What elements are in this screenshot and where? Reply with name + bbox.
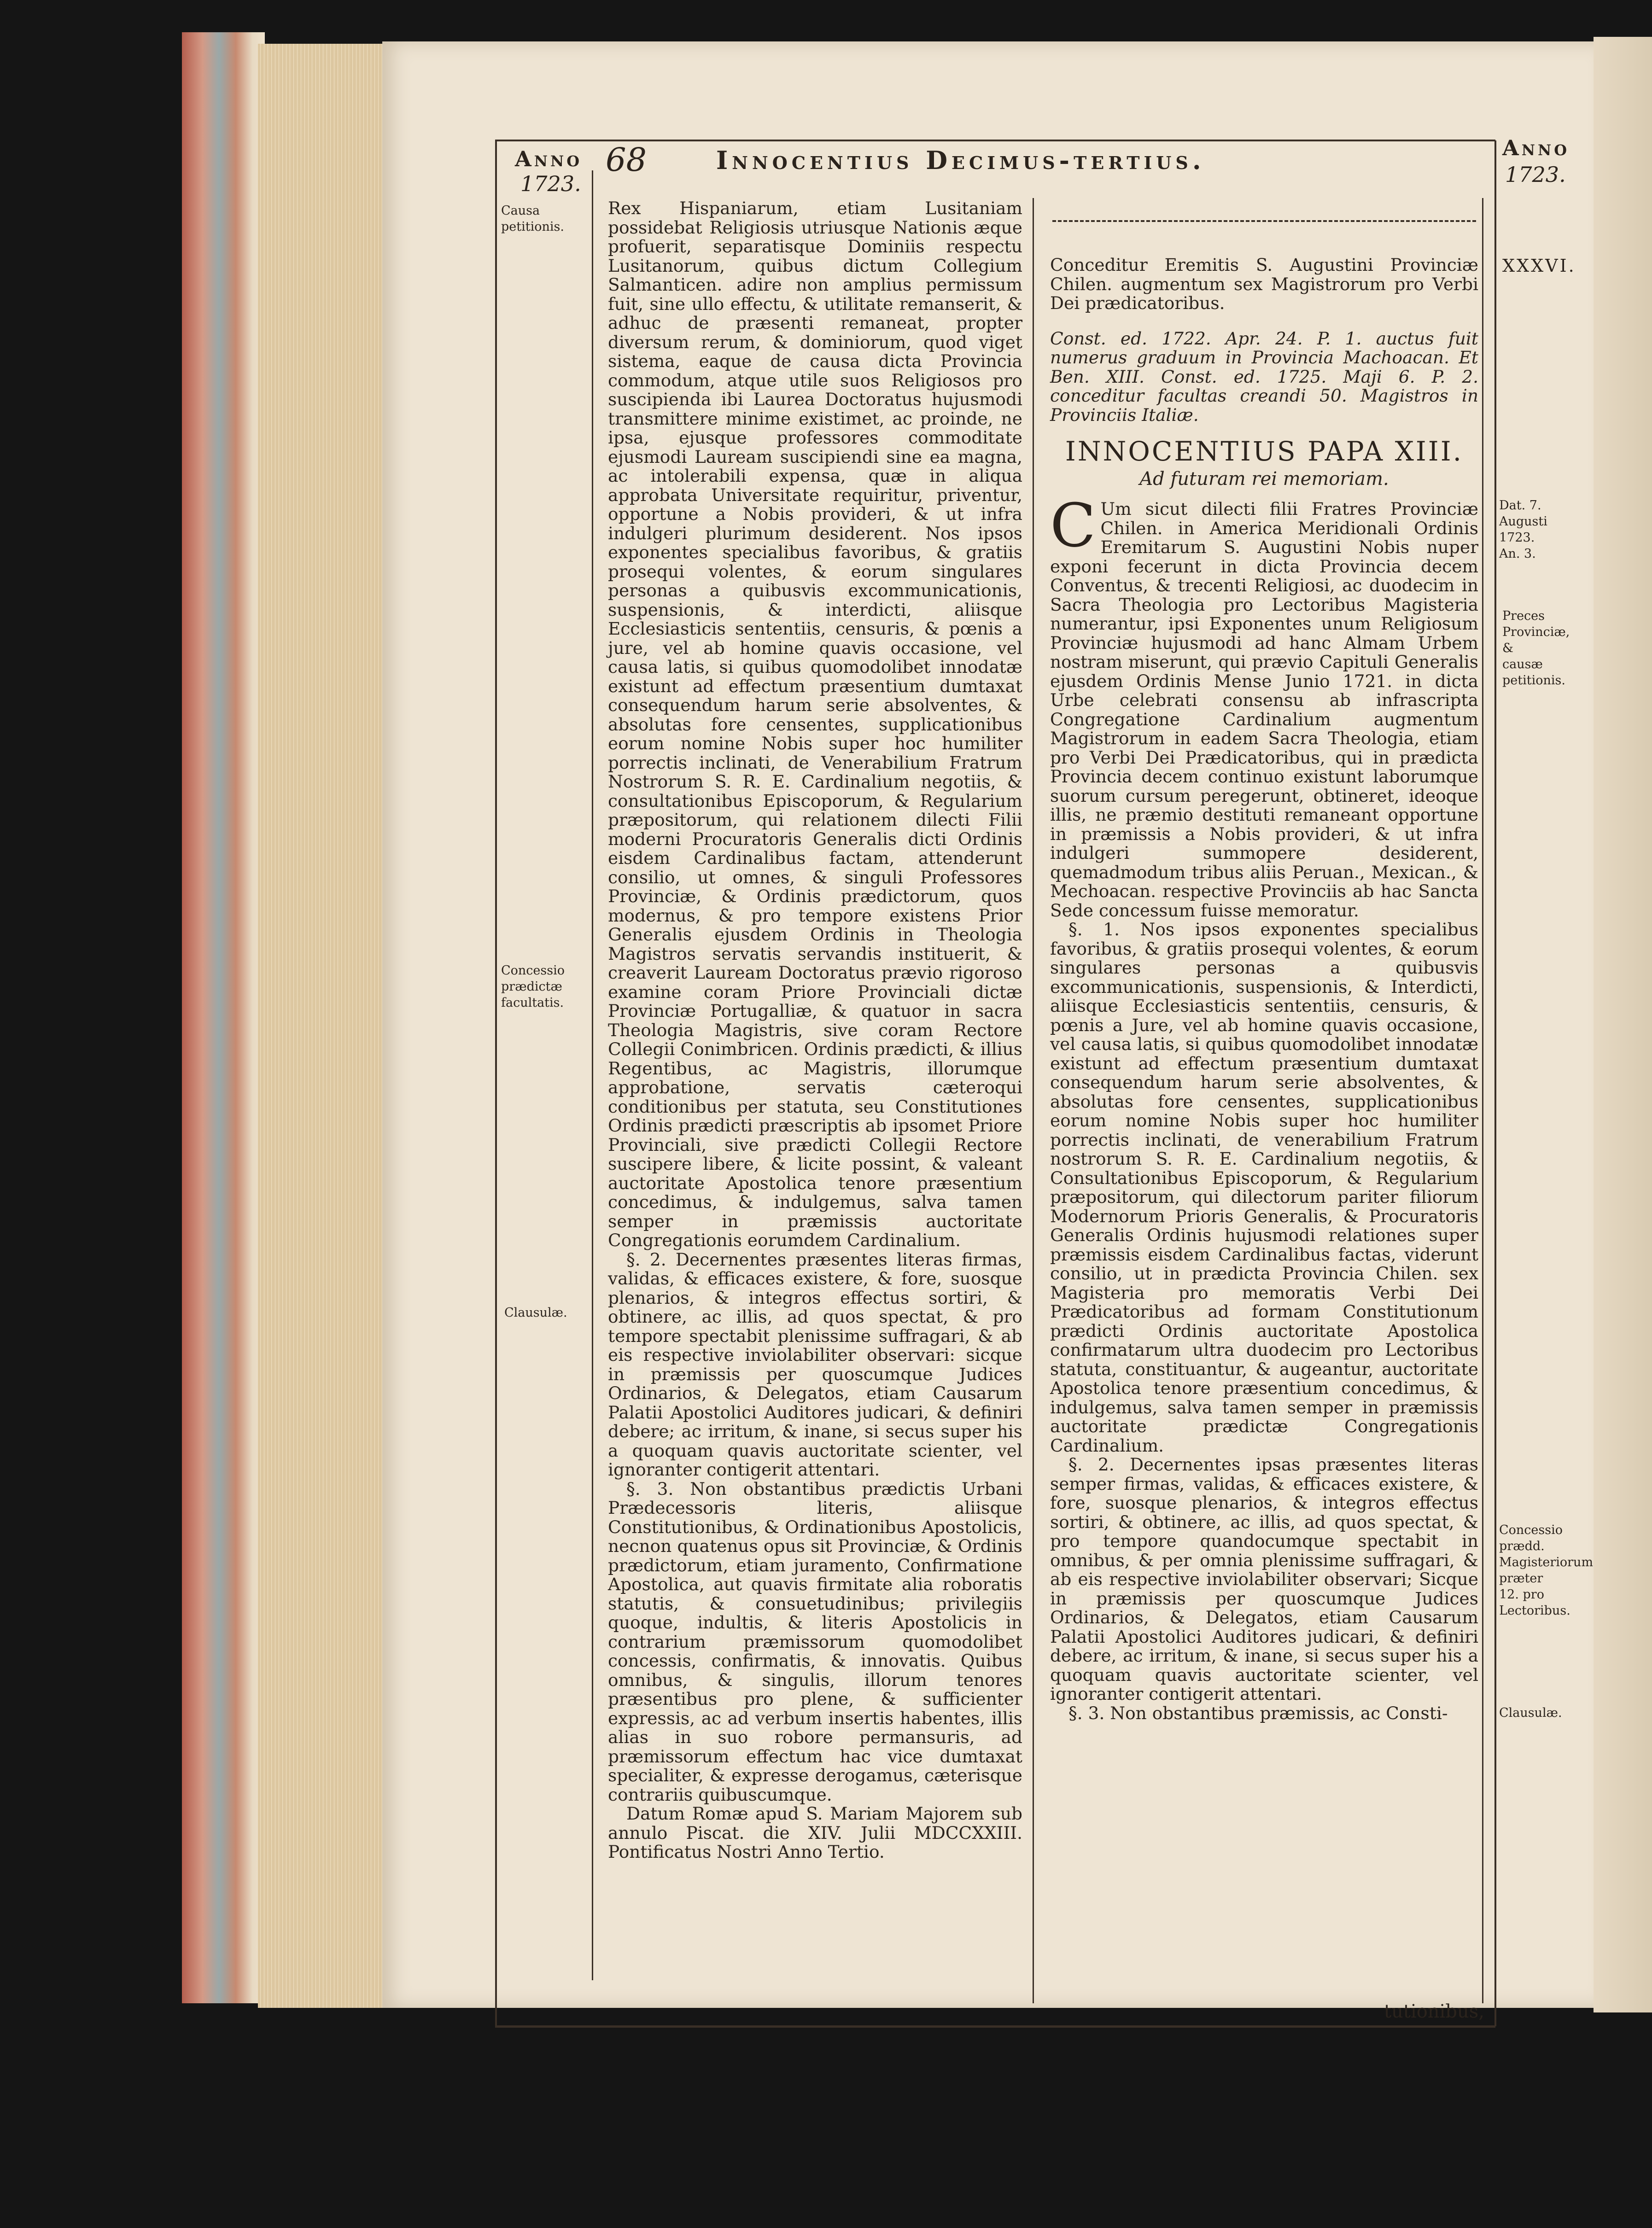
- left-paragraph-datum: Datum Romæ apud S. Mariam Majorem sub annulo Piscat. die XIV. Julii MDCCXXIII. Pontificatus Nostri Anno Tertio.: [608, 1803, 1022, 1862]
- margin-note-causa-petitionis: Causa petitionis.: [501, 204, 564, 234]
- right-paragraph-2: §. 1. Nos ipsos exponentes specialibus favoribus, & gratiis prosequi volentes, & eorum singulares personas a quibusvis excommunicationis, suspensionis, & Interdicti, aliisque Ecclesiasticis sententiis, censuris, & pœnis a Jure, vel ab homine quavis occasione, vel causa latis, si quibus quomodolibet innodatæ existunt ad effectum præsentium dumtaxat consequendum harum serie absolventes, & absolutas fore censentes, supplicationibus eorum nomine Nobis super hoc humiliter porrectis inclinati, de venerabilium Fratrum nostrorum S. R. E. Cardinalium negotiis, & Consultationibus Episcoporum, & Regularium præpositorum, qui dilectorum pariter filiorum Modernorum Prioris Generalis, & Procuratoris Generalis Ordinis hujusmodi relationes super præmissis eisdem Cardinalibus factas, viderunt consilio, ut in prædicta Provincia Chilen. sex Magisteria pro memoratis Verbi Dei Prædicatoribus ad formam Constitutionum prædicti Ordinis auctoritate Apostolica confirmatarum ultra duodecim pro Lectoribus statuta, constituantur, & augeantur, auctoritate Apostolica tenore præsentium concedimus, & indulgemus, salva tamen semper in præmissis auctoritate prædictæ Congregationis Cardinalium.: [1050, 919, 1478, 1456]
- bull-subtitle: Ad futuram rei memoriam.: [1139, 468, 1389, 490]
- left-text-column: [608, 199, 1022, 1862]
- next-page-edge: [1594, 37, 1652, 2012]
- right-paragraph-4: §. 3. Non obstantibus præmissis, ac Consti-: [1068, 1703, 1448, 1723]
- frame-bottom-rule: [495, 2025, 1495, 2028]
- summary-dashed-rule: [1052, 220, 1476, 222]
- margin-note-clausulae-right: Clausulæ.: [1499, 1706, 1562, 1720]
- right-margin-rule: [1482, 198, 1483, 2003]
- page-number: 68: [606, 141, 647, 179]
- catchword: tutionibus,: [1384, 2001, 1484, 2022]
- book-cover-edge: [182, 32, 265, 2003]
- header-right-year: 1723.: [1505, 162, 1566, 187]
- margin-note-number: XXXVI.: [1502, 256, 1576, 276]
- right-paragraph-3: §. 2. Decernentes ipsas præsentes literas semper firmas, validas, & efficaces existere, & fore, suosque plenarios, & integros effectus sortiri, & obtinere, ac illis, ad quos spectat, & pro tempore quandocumque spectabit in omnibus, & per omnia plenissime suffragari, & ab eis respective inviolabiliter observari; Sicque in præmissis per quoscumque Judices Ordinarios, & Delegatos, etiam Causarum Palatii Apostolici Auditores judicari, & definiri debere, ac irritum, & inane, si secus super his a quoquam quavis auctoritate scienter, vel ignoranter contigerit attentari.: [1050, 1454, 1478, 1704]
- margin-note-concessio: Concessio prædictæ facultatis.: [501, 963, 565, 1010]
- margin-note-concessio-magisteriorum: Concessio prædd. Magisteriorum præter 12. pro Lectoribus.: [1499, 1523, 1594, 1618]
- constitution-reference: Const. ed. 1722. Apr. 24. P. 1. auctus fuit numerus graduum in Provincia Machoacan. Et Ben. XIII. Const. ed. 1725. Maji 6. P. 2. conceditur facultas creandi 50. Magistros in Provinciis Italiæ.: [1050, 328, 1478, 425]
- left-margin-rule: [592, 170, 593, 1980]
- right-text-column: [1050, 256, 1478, 1723]
- margin-note-clausulae: Clausulæ.: [504, 1306, 567, 1320]
- right-paragraph-1: [1050, 490, 1478, 921]
- margin-note-preces: Preces Provinciæ, & causæ petitionis.: [1502, 609, 1570, 688]
- frame-right-rule: [1494, 140, 1496, 2026]
- left-paragraph-3: §. 3. Non obstantibus prædictis Urbani Prædecessoris literis, aliisque Constitutionibus, & Ordinationibus Apostolicis, necnon quatenus opus sit Provinciæ, & Ordinis prædictorum, etiam juramento, Confirmatione Apostolica, aut quavis firmitate alia roboratis statutis, & consuetudinibus; privilegiis quoque, indultis, & literis Apostolicis in contrarium præmissorum quomodolibet concessis, confirmatis, & innovatis. Quibus omnibus, & singulis, illorum tenores præsentibus pro plene, & sufficienter expressis, ac ad verbum insertis habentes, illis alias in suo robore permansuris, ad præmissorum effectum hac vice dumtaxat specialiter, & expresse derogamus, cæterisque contrariis quibuscumque.: [608, 1478, 1022, 1805]
- running-title: Innocentius Decimus-tertius.: [716, 146, 1205, 175]
- header-left-year: 1723.: [520, 171, 581, 196]
- left-paragraph-1: Rex Hispaniarum, etiam Lusitaniam possidebat Religiosis utriusque Nationis æque profuerit, separatisque Dominiis respectu Lusitanorum, quibus dictum Collegium Salmanticen. adire non amplius permissum fuit, sine ullo effectu, & utilitate remanserit, & adhuc de præsenti remaneat, propter diversum rerum, & dominiorum, quod viget sistema, eaque de causa dicta Provincia commodum, atque utile suos Religiosos pro suscipienda ibi Laurea Doctoratus hujusmodi transmittere minime existimet, ac proinde, ne ipsa, ejusque professores commoditate ejusmodi Lauream suscipiendi sine ea magna, ac intolerabili expensa, quæ in aliqua approbata Universitate requiritur, priventur, opportune a Nobis provideri, & ut infra indulgeri plurimum desiderent. Nos ipsos exponentes specialibus favoribus, & gratiis prosequi volentes, & eorum singulares personas a quibusvis excommunicationis, suspensionis, & interdicti, aliisque Ecclesiasticis sententiis, censuris, & pœnis a jure, vel ab homine quavis occasione, vel causa latis, si quibus quomodolibet innodatæ existunt ad effectum præsentium dumtaxat consequendum harum serie absolventes, & absolutas fore censentes, supplicationibus eorum nomine Nobis super hoc humiliter porrectis inclinati, de Venerabilium Fratrum Nostrorum S. R. E. Cardinalium negotiis, & consultationibus Episcoporum, & Regularium præpositorum, qui relationem dilecti Filii moderni Procuratoris Generalis dicti Ordinis eisdem Cardinalibus factam, attenderunt consilio, ut omnes, & singuli Professores Provinciæ, & Ordinis prædictorum, quos modernus, & pro tempore existens Prior Generalis ejusdem Ordinis in Theologia Magistros servatis servandis instituerit, & creaverit Lauream Doctoratus prævio rigoroso examine coram Priore Provinciali dictæ Provinciæ Portugalliæ, & quatuor in sacra Theologia Magistris, sive coram Rectore Collegii Conimbricen. Ordinis prædicti, & illius Regentibus, ac Magistris, illorumque approbatione, servatis cæteroqui conditionibus per statuta, seu Constitutiones Ordinis prædicti præscriptis ab ipsomet Priore Provinciali, sive prædicti Collegii Rectore suscipere libere, & licite possint, & valeant auctoritate Apostolica tenore præsentium concedimus, & indulgemus, salva tamen semper in præmissis auctoritate Congregationis eorumdem Cardinalium.: [608, 198, 1022, 1250]
- column-divider: [1033, 198, 1034, 2003]
- frame-left-rule: [495, 140, 497, 2026]
- drop-capital: C: [1050, 490, 1096, 560]
- page-edges: [258, 44, 396, 2008]
- document-summary: Conceditur Eremitis S. Augustini Provinciæ Chilen. augmentum sex Magistrorum pro Verbi Dei prædicatoribus.: [1050, 255, 1478, 313]
- header-left-anno: Anno: [515, 146, 583, 171]
- bull-title: INNOCENTIUS PAPA XIII.: [1065, 436, 1464, 467]
- margin-note-date: Dat. 7. Augusti 1723. An. 3.: [1499, 498, 1547, 561]
- left-paragraph-2: §. 2. Decernentes præsentes literas firmas, validas, & efficaces existere, & fore, suosque plenarios, & integros effectus sortiri, & obtinere, ac illis, ad quos spectat, & pro tempore spectabit plenissime suffragari, & ab eis respective inviolabiliter observari: sicque in præmissis per quoscumque Judices Ordinarios, & Delegatos, etiam Causarum Palatii Apostolici Auditores judicari, & definiri debere; ac irritum, & inane, si secus super his a quoquam quavis auctoritate scienter, vel ignoranter contigerit attentari.: [608, 1249, 1022, 1480]
- header-right-anno: Anno: [1502, 135, 1570, 160]
- right-paragraph-1-text: Um sicut dilecti filii Fratres Provinciæ Chilen. in America Meridionali Ordinis Eremitarum S. Augustini Nobis nuper exponi fecerunt in dicta Provincia decem Conventus, & trecenti Religiosi, ac duodecim in Sacra Theologia pro Lectoribus Magisteria numerantur, ipsi Exponentes unum Religiosum Provinciæ hujusmodi ad hanc Almam Urbem nostram miserunt, qui prævio Capituli Generalis ejusdem Ordinis Mense Junio 1721. in dicta Urbe celebrati consensu ab infrascripta Congregatione Cardinalium augmentum Magistrorum in eadem Sacra Theologia, etiam pro Verbi Dei Prædicatoribus, qui in prædicta Provincia decem continuo existunt laborumque suorum cursum peregerunt, obtineret, ideoque illis, ne præmio destituti remaneant opportune in præmissis a Nobis provideri, & ut infra indulgeri summopere desiderent, quemadmodum tribus aliis Peruan., Mexican., & Mechoacan. respective Provinciis ab hac Sancta Sede concessum fuisse memoratur.: [1050, 499, 1478, 921]
